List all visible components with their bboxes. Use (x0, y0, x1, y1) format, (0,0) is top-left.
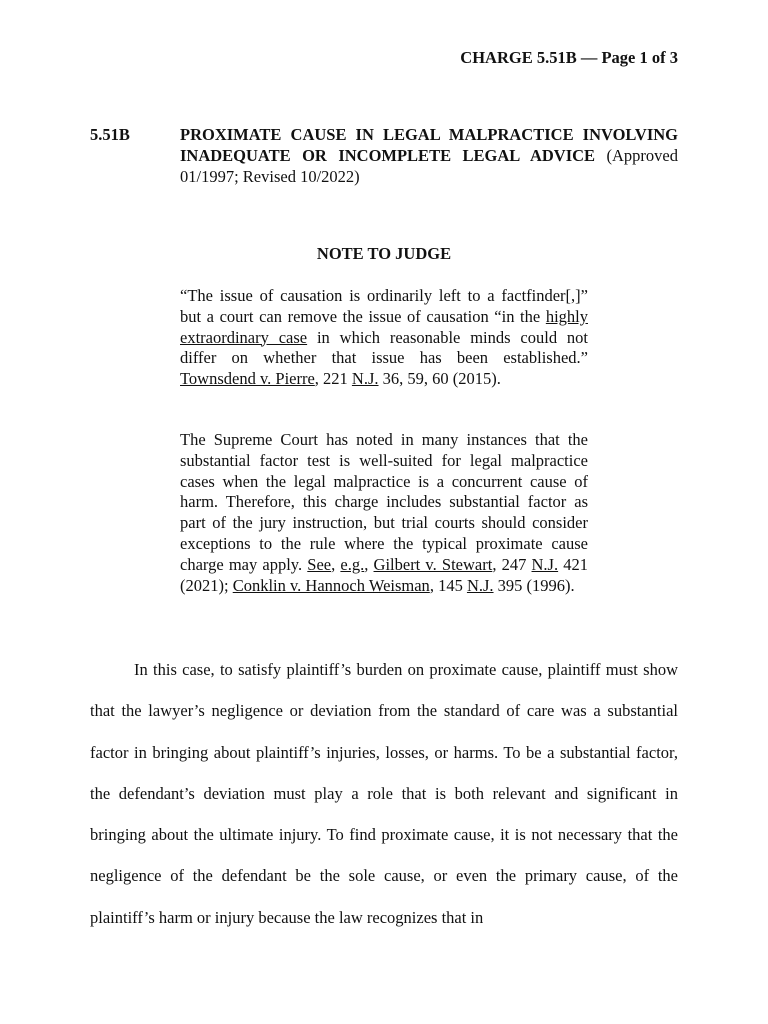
section-approval: (Approved 01/1997; Revised 10/2022) (180, 146, 678, 186)
case-citation: Gilbert v. Stewart (373, 554, 493, 574)
section-heading (90, 124, 678, 187)
section-title: PROXIMATE CAUSE IN LEGAL MALPRACTICE INVOLVING INADEQUATE OR INCOMPLETE LEGAL ADVICE (180, 125, 678, 165)
note-emphasis: highly extraordinary case (180, 306, 588, 347)
body-paragraph: In this case, to satisfy plaintiff’s burden on proximate cause, plaintiff must show that the lawyer’s negligence or deviation from the standard of care was a substantial factor in bringing about plaintiff’s injuries, losses, or harms. To be a substantial factor, the defendant’s deviation must play a role that is both relevant and significant in bringing about the ultimate injury. To find proximate cause, it is not necessary that the negligence of the defendant be the sole cause, or even the primary cause, of the plaintiff’s harm or injury because the law recognizes that in (90, 660, 678, 927)
reporter-abbrev: N.J. (531, 554, 559, 574)
note-text: , 145 (429, 575, 467, 595)
note-text: 421 (2021); (180, 554, 589, 595)
reporter-abbrev: N.J. (351, 369, 379, 389)
case-citation: Townsdend v. Pierre (180, 369, 315, 389)
section-title-block (180, 124, 678, 187)
reporter-abbrev: N.J. (466, 575, 494, 595)
note-text: , (364, 554, 374, 574)
note-text: , (331, 554, 341, 574)
note-text: “The issue of causation is ordinarily left to a factfinder[,]” but a court can remove the issue of causation “in the (180, 286, 588, 326)
note-paragraph-1 (180, 286, 588, 390)
note-text: in which reasonable minds could not differ on whether that issue has been established.” (180, 327, 588, 368)
page-header: CHARGE 5.51B — Page 1 of 3 (460, 48, 678, 67)
note-paragraph-2 (180, 430, 588, 596)
note-text: 36, 59, 60 (2015). (378, 369, 501, 389)
note-text: 395 (1996). (493, 575, 575, 595)
section-number: 5.51B (90, 125, 130, 144)
note-text: , 221 (314, 369, 352, 389)
note-heading: NOTE TO JUDGE (316, 244, 452, 263)
case-citation: Conklin v. Hannoch Weisman (232, 575, 430, 595)
note-text: , 247 (492, 554, 532, 574)
note-text: The Supreme Court has noted in many instances that the substantial factor test is well-suited for legal malpractice cases when the legal malpractice is a concurrent cause of harm. Therefore, this charge includes substantial factor as part of the jury instruction, but trial courts should consider exceptions to the rule where the typical proximate cause charge may apply. (180, 430, 588, 574)
signal-see: See (307, 554, 332, 574)
signal-eg: e.g. (340, 554, 365, 574)
